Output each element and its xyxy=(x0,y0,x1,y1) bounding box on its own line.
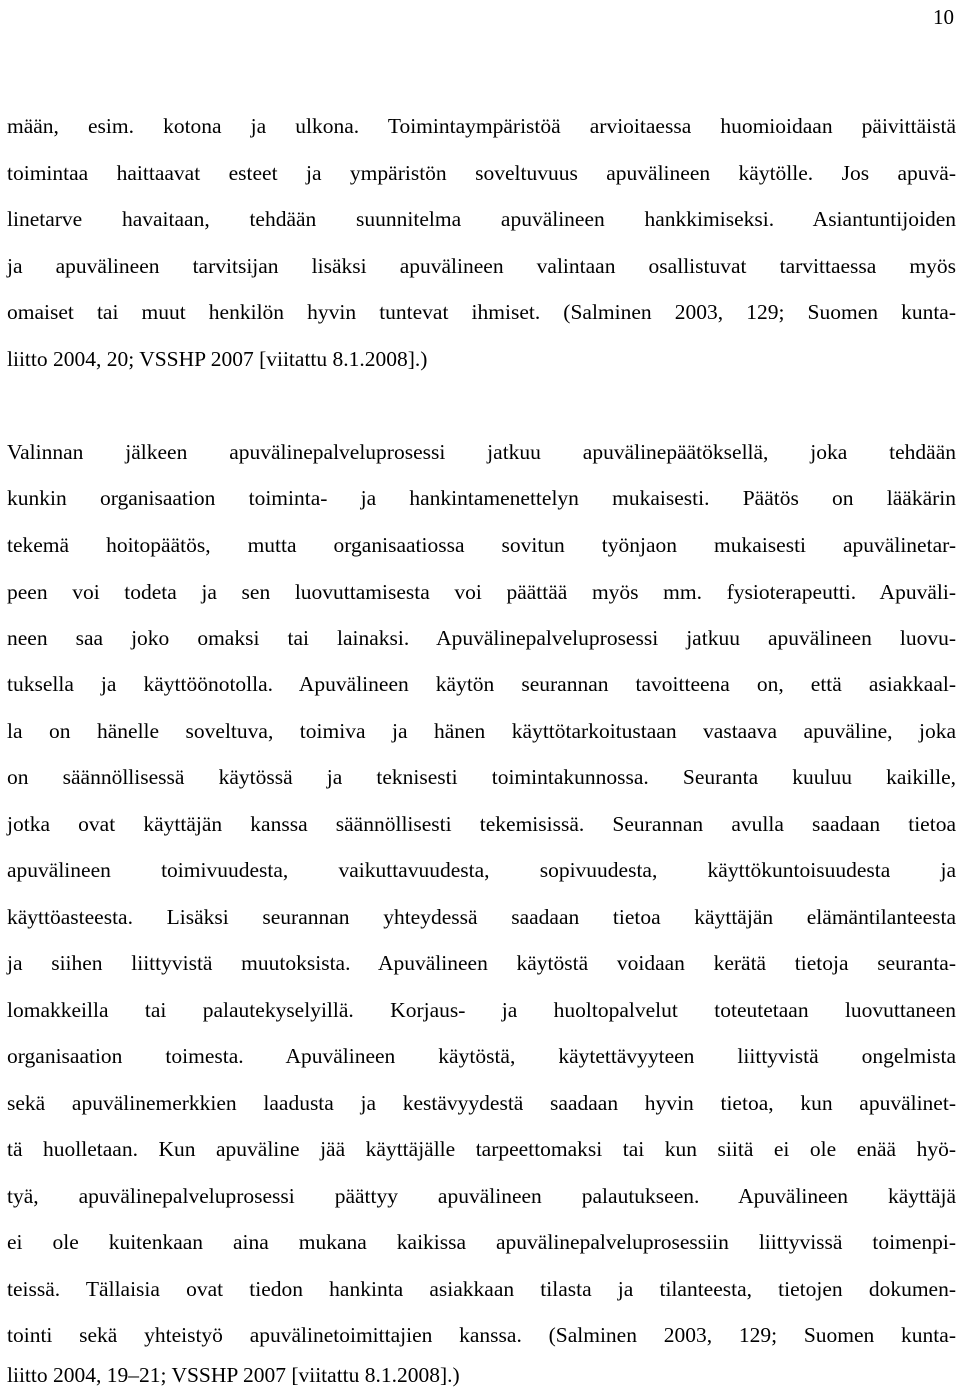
text-line: jotka ovat käyttäjän kanssa säännöllisesti tekemisissä. Seurannan avulla saadaan tietoa xyxy=(7,812,956,836)
text-line: tä huolletaan. Kun apuväline jää käyttäjälle tarpeettomaksi tai kun siitä ei ole enää hyö- xyxy=(7,1137,956,1161)
text-line: omaiset tai muut henkilön hyvin tuntevat ihmiset. (Salminen 2003, 129; Suomen kunta- xyxy=(7,300,956,324)
text-line: la on hänelle soveltuva, toimiva ja hänen käyttötarkoitustaan vastaava apuväline, joka xyxy=(7,719,956,743)
text-line: apuvälineen toimivuudesta, vaikuttavuudesta, sopivuudesta, käyttökuntoisuudesta ja xyxy=(7,858,956,882)
text-line: ei ole kuitenkaan aina mukana kaikissa apuvälinepalveluprosessiin liittyvissä toimenpi- xyxy=(7,1230,956,1254)
text-line: on säännöllisessä käytössä ja teknisesti toimintakunnossa. Seuranta kuuluu kaikille, xyxy=(7,765,956,789)
text-line: tointi sekä yhteistyö apuvälinetoimittajien kanssa. (Salminen 2003, 129; Suomen kunta- xyxy=(7,1323,956,1347)
page-number: 10 xyxy=(933,5,954,29)
text-line: peen voi todeta ja sen luovuttamisesta voi päättää myös mm. fysioterapeutti. Apuväli- xyxy=(7,580,956,604)
text-line: teissä. Tällaisia ovat tiedon hankinta asiakkaan tilasta ja tilanteesta, tietojen dokumen- xyxy=(7,1277,956,1301)
text-line: linetarve havaitaan, tehdään suunnitelma apuvälineen hankkimiseksi. Asiantuntijoiden xyxy=(7,207,956,231)
text-line: liitto 2004, 20; VSSHP 2007 [viitattu 8.1.2008].) xyxy=(7,347,428,371)
text-line: neen saa joko omaksi tai lainaksi. Apuvälinepalveluprosessi jatkuu apuvälineen luovu- xyxy=(7,626,956,650)
text-line: tekemä hoitopäätös, mutta organisaatiossa sovitun työnjaon mukaisesti apuvälinetar- xyxy=(7,533,956,557)
text-line: organisaation toimesta. Apuvälineen käytöstä, käytettävyyteen liittyvistä ongelmista xyxy=(7,1044,956,1068)
text-line: käyttöasteesta. Lisäksi seurannan yhteydessä saadaan tietoa käyttäjän elämäntilanteesta xyxy=(7,905,956,929)
text-line: Valinnan jälkeen apuvälinepalveluprosessi jatkuu apuvälinepäätöksellä, joka tehdään xyxy=(7,440,956,464)
text-line: lomakkeilla tai palautekyselyillä. Korjaus- ja huoltopalvelut toteutetaan luovuttaneen xyxy=(7,998,956,1022)
text-line: mään, esim. kotona ja ulkona. Toimintaympäristöä arvioitaessa huomioidaan päivittäistä xyxy=(7,114,956,138)
text-line: sekä apuvälinemerkkien laadusta ja kestävyydestä saadaan hyvin tietoa, kun apuvälinet- xyxy=(7,1091,956,1115)
text-line: ja apuvälineen tarvitsijan lisäksi apuvälineen valintaan osallistuvat tarvittaessa myös xyxy=(7,254,956,278)
text-line: tyä, apuvälinepalveluprosessi päättyy apuvälineen palautukseen. Apuvälineen käyttäjä xyxy=(7,1184,956,1208)
text-line: toimintaa haittaavat esteet ja ympäristön soveltuvuus apuvälineen käytölle. Jos apuvä- xyxy=(7,161,956,185)
text-line: liitto 2004, 19–21; VSSHP 2007 [viitattu 8.1.2008].) xyxy=(7,1363,460,1387)
text-line: ja siihen liittyvistä muutoksista. Apuvälineen käytöstä voidaan kerätä tietoja seuranta- xyxy=(7,951,956,975)
text-line: kunkin organisaation toiminta- ja hankintamenettelyn mukaisesti. Päätös on lääkärin xyxy=(7,486,956,510)
text-line: tuksella ja käyttöönotolla. Apuvälineen käytön seurannan tavoitteena on, että asiakkaal- xyxy=(7,672,956,696)
